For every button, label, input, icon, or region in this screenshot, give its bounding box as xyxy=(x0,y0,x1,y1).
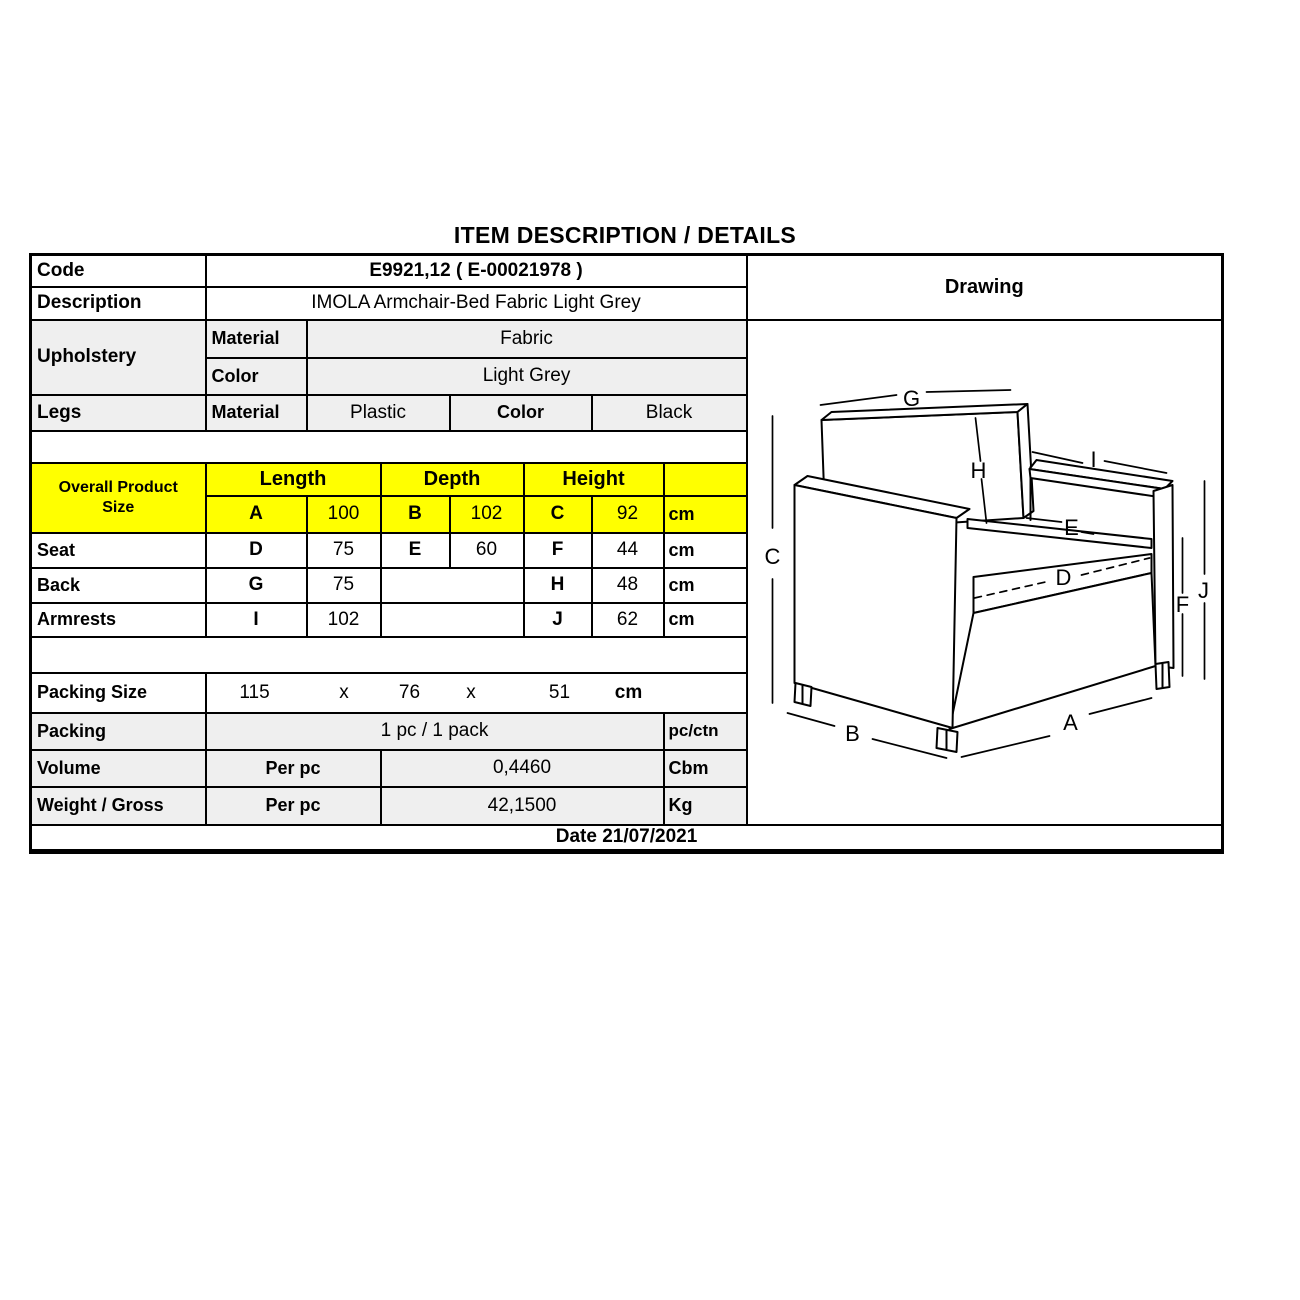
date-cell: Date 21/07/2021 xyxy=(31,825,1223,852)
packing-dim-1: 115 xyxy=(239,681,270,703)
armrests-depth-blank xyxy=(381,603,524,637)
leg-left xyxy=(794,683,811,706)
seat-cushion-edge xyxy=(967,519,1151,548)
drawing-header: Drawing xyxy=(747,255,1223,320)
seat-v3: 44 xyxy=(592,533,664,568)
upholstery-material-label: Material xyxy=(206,320,307,358)
overall-v3: 92 xyxy=(592,496,664,533)
description-label: Description xyxy=(31,287,206,320)
leg-right xyxy=(1155,662,1169,689)
packing-size-values xyxy=(206,673,747,713)
leg-center xyxy=(936,728,957,752)
armrests-k1: I xyxy=(206,603,307,637)
dim-label-b: B xyxy=(844,720,860,746)
upholstery-color-label: Color xyxy=(206,358,307,395)
overall-k3: C xyxy=(524,496,592,533)
header-height: Height xyxy=(524,463,664,496)
packing-dim-2: 76 xyxy=(398,681,421,703)
dim-label-g: G xyxy=(902,385,920,411)
overall-unit: cm xyxy=(664,496,747,533)
drawing-canvas-cell xyxy=(747,320,1223,825)
volume-per-pc: Per pc xyxy=(206,750,381,787)
dim-label-f: F xyxy=(1175,591,1189,617)
upholstery-material-row xyxy=(31,320,1223,358)
chair-outline xyxy=(794,404,1173,752)
armrests-v3: 62 xyxy=(592,603,664,637)
legs-material-label: Material xyxy=(206,395,307,431)
dim-label-c: C xyxy=(764,543,780,569)
header-depth: Depth xyxy=(381,463,524,496)
legs-label: Legs xyxy=(31,395,206,431)
armrests-unit: cm xyxy=(664,603,747,637)
weight-value: 42,1500 xyxy=(381,787,664,825)
dim-label-j: J xyxy=(1197,577,1209,603)
overall-k1: A xyxy=(206,496,307,533)
spacer-cell xyxy=(31,431,747,463)
size-corner-line2: Size xyxy=(102,498,135,516)
packing-unit: cm xyxy=(614,681,643,703)
packing-value: 1 pc / 1 pack xyxy=(206,713,664,750)
dim-label-a: A xyxy=(1062,709,1078,735)
volume-label: Volume xyxy=(31,750,206,787)
legs-color-value: Black xyxy=(592,395,747,431)
dim-label-e: E xyxy=(1063,514,1079,540)
description-value: IMOLA Armchair-Bed Fabric Light Grey xyxy=(206,287,747,320)
armrests-k3: J xyxy=(524,603,592,637)
upholstery-material-value: Fabric xyxy=(307,320,747,358)
spacer-cell xyxy=(31,637,747,673)
seat-k3: F xyxy=(524,533,592,568)
volume-value: 0,4460 xyxy=(381,750,664,787)
dim-label-d: D xyxy=(1055,564,1071,590)
back-v3: 48 xyxy=(592,568,664,603)
left-side-panel xyxy=(794,485,956,728)
armrests-v1: 102 xyxy=(307,603,381,637)
armchair-drawing xyxy=(748,321,1220,822)
overall-v1: 100 xyxy=(307,496,381,533)
packing-unit-cell: pc/ctn xyxy=(664,713,747,750)
size-corner-line1: Overall Product xyxy=(58,479,178,497)
back-k3: H xyxy=(524,568,592,603)
upholstery-label: Upholstery xyxy=(31,320,206,395)
legs-material-value: Plastic xyxy=(307,395,450,431)
right-armrest-post xyxy=(1153,485,1173,668)
header-length: Length xyxy=(206,463,381,496)
weight-per-pc: Per pc xyxy=(206,787,381,825)
packing-x-2: x xyxy=(466,681,476,703)
packing-x-1: x xyxy=(339,681,349,703)
size-corner-cell xyxy=(31,463,206,533)
armrests-label: Armrests xyxy=(31,603,206,637)
code-label: Code xyxy=(31,255,206,287)
spec-table xyxy=(29,253,1224,854)
seat-k2: E xyxy=(381,533,450,568)
back-k1: G xyxy=(206,568,307,603)
weight-label: Weight / Gross xyxy=(31,787,206,825)
seat-k1: D xyxy=(206,533,307,568)
overall-v2: 102 xyxy=(450,496,524,533)
volume-unit: Cbm xyxy=(664,750,747,787)
seat-unit: cm xyxy=(664,533,747,568)
legs-color-label: Color xyxy=(450,395,592,431)
packing-size-label: Packing Size xyxy=(31,673,206,713)
packing-dim-3: 51 xyxy=(548,681,571,703)
packing-label: Packing xyxy=(31,713,206,750)
code-value: E9921,12 ( E-00021978 ) xyxy=(206,255,747,287)
dim-label-i: I xyxy=(1089,446,1097,472)
seat-label: Seat xyxy=(31,533,206,568)
header-unit-blank xyxy=(664,463,747,496)
page-title: ITEM DESCRIPTION / DETAILS xyxy=(453,222,797,248)
back-label: Back xyxy=(31,568,206,603)
upholstery-color-value: Light Grey xyxy=(307,358,747,395)
back-v1: 75 xyxy=(307,568,381,603)
overall-k2: B xyxy=(381,496,450,533)
seat-v1: 75 xyxy=(307,533,381,568)
code-row xyxy=(31,255,1223,287)
back-unit: cm xyxy=(664,568,747,603)
dim-label-h: H xyxy=(970,457,986,483)
back-depth-blank xyxy=(381,568,524,603)
date-row xyxy=(31,825,1223,852)
weight-unit: Kg xyxy=(664,787,747,825)
seat-v2: 60 xyxy=(450,533,524,568)
